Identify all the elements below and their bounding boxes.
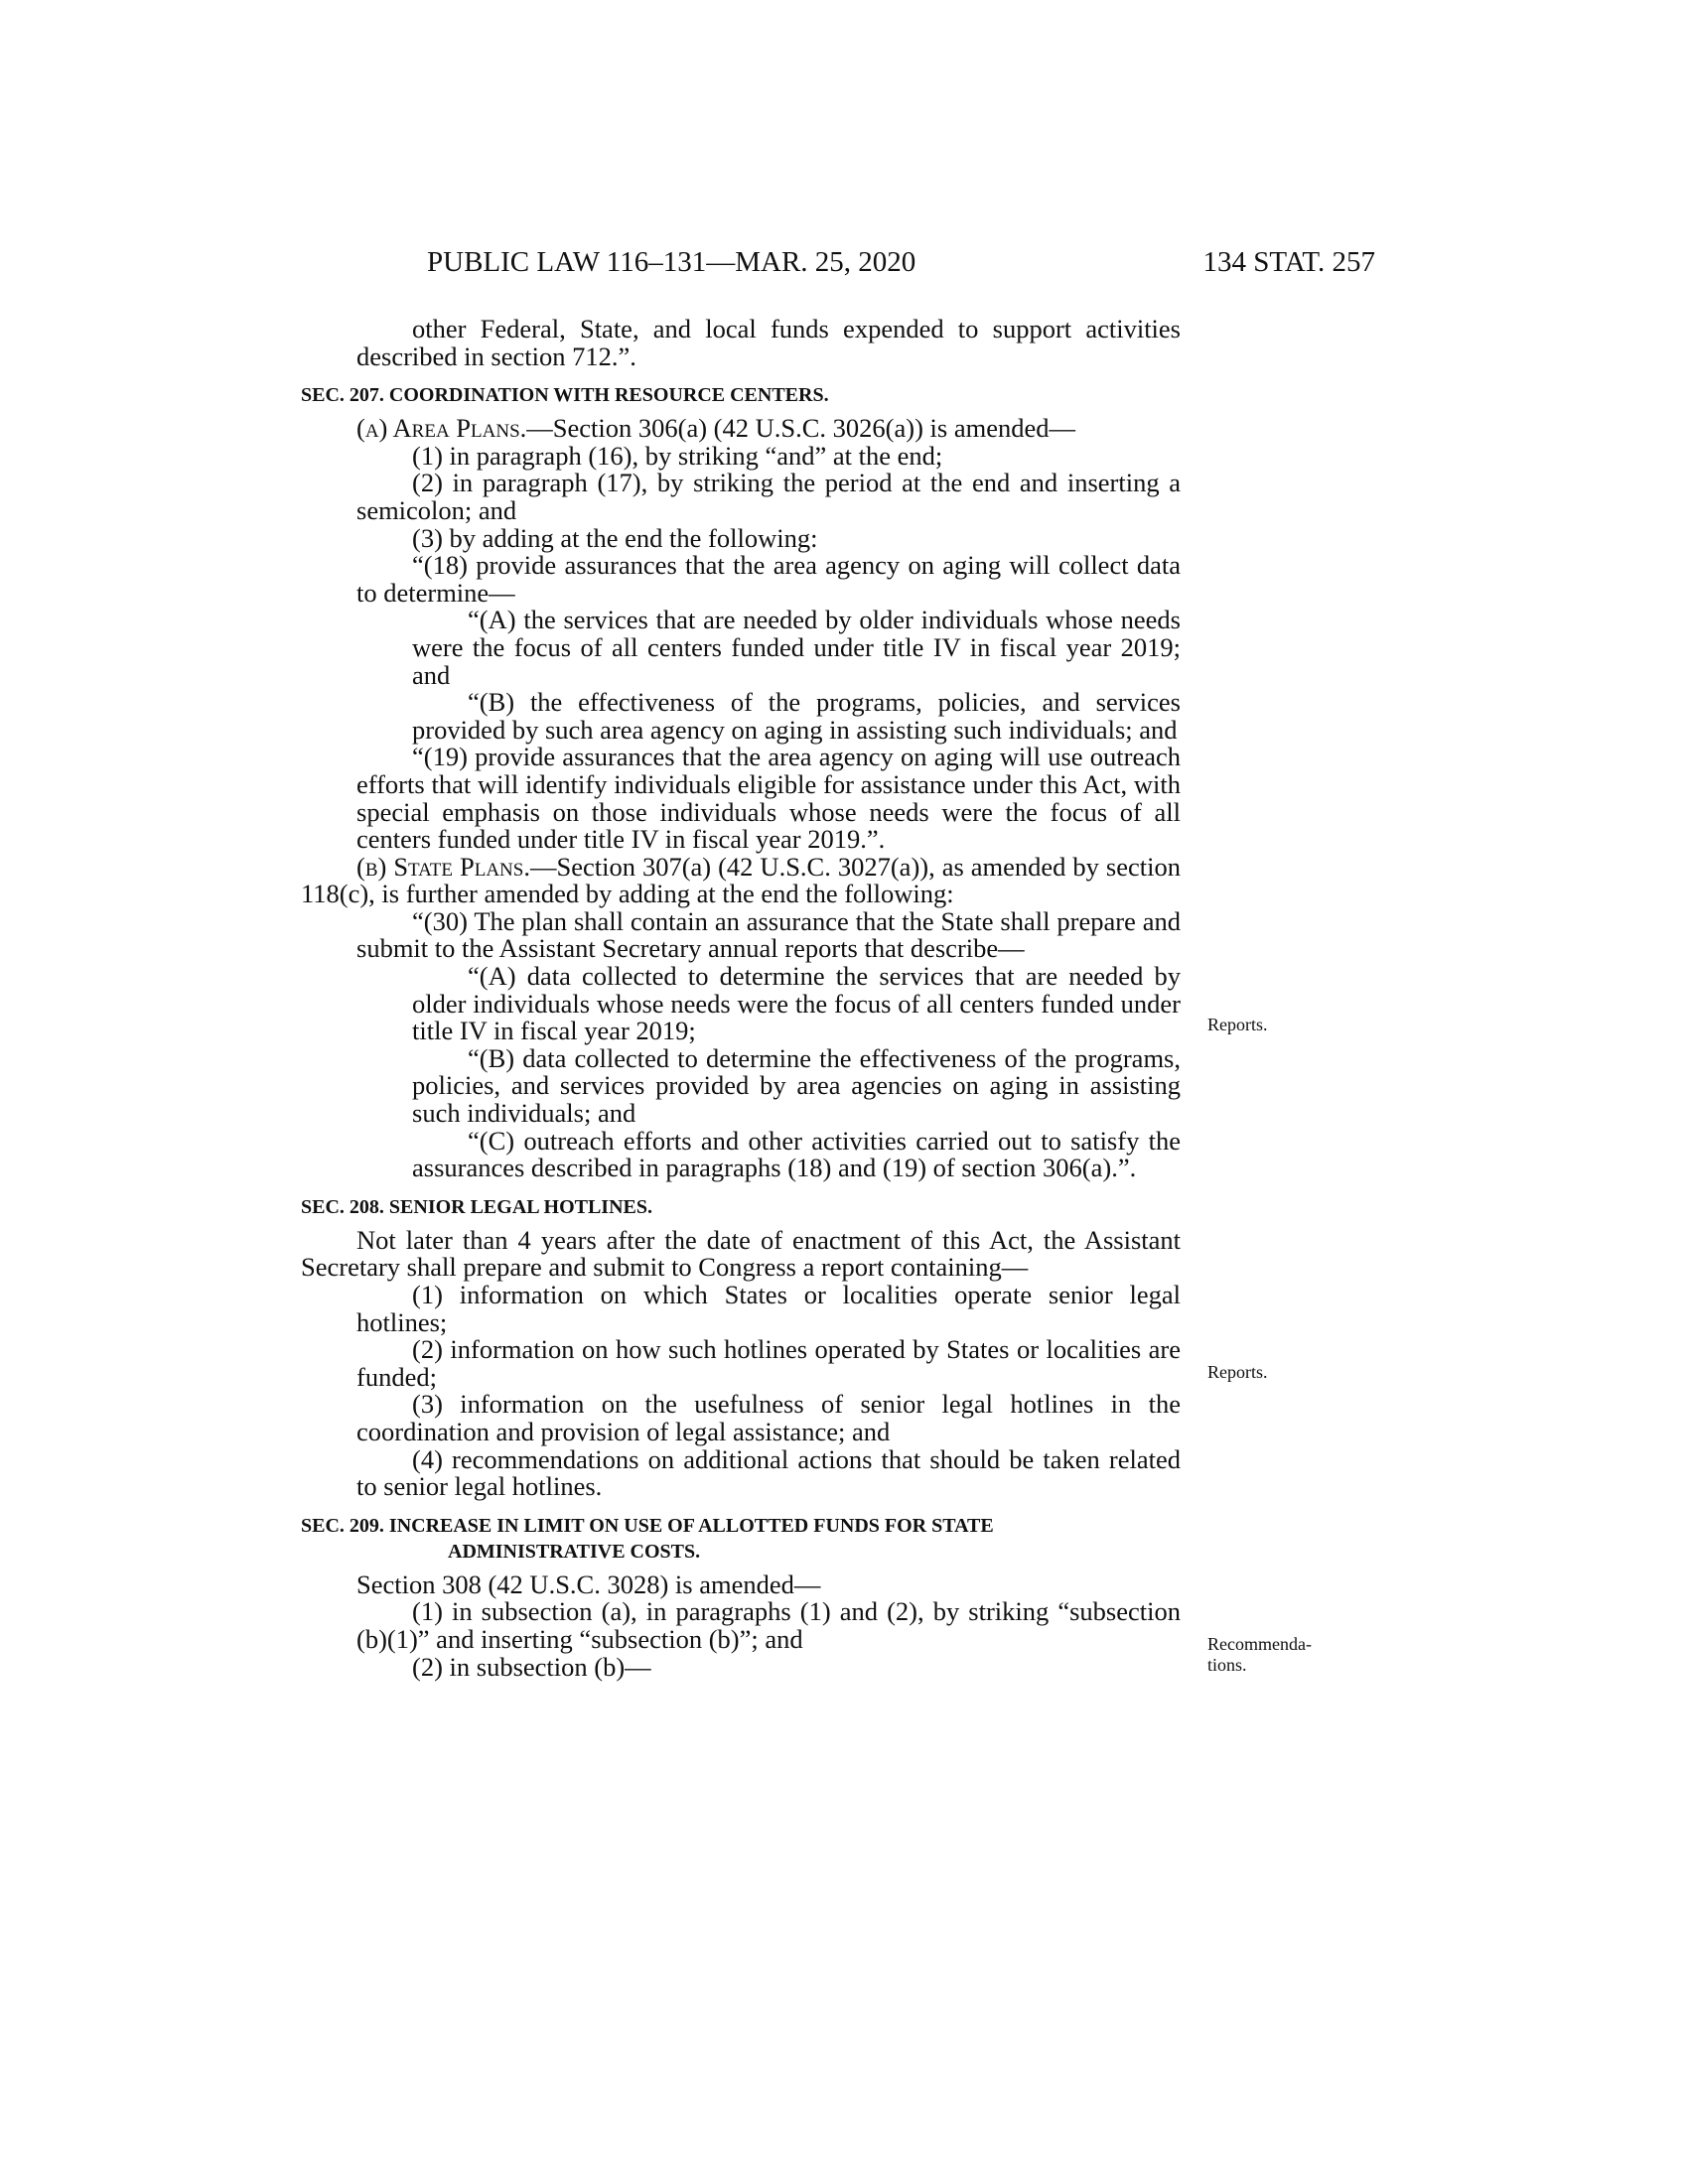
section-209-heading-line2: ADMINISTRATIVE COSTS. <box>448 1540 701 1563</box>
subsection-a <box>301 415 1181 443</box>
margin-note-recommendations-line2: tions. <box>1207 1655 1247 1675</box>
section-208-heading: SEC. 208. SENIOR LEGAL HOTLINES. <box>301 1195 652 1218</box>
subsection-a-lead: —Section 306(a) (42 U.S.C. 3026(a)) is amended— <box>526 413 1075 444</box>
section-208-item-3: (3) information on the usefulness of senior legal hotlines in the coordination and provision of legal assistance; and <box>356 1389 1181 1446</box>
section-208-item-1: (1) information on which States or localities operate senior legal hotlines; <box>356 1280 1181 1337</box>
paragraph-a1: (1) in paragraph (16), by striking “and” at the end; <box>412 440 943 471</box>
paragraph-19: “(19) provide assurances that the area agency on aging will use outreach efforts that will identify individuals eligible for assistance under this Act, with special emphasis on those individuals whose needs were the focus of all centers funded under title IV in fiscal year 2019.”. <box>356 742 1181 855</box>
paragraph-30-B: “(B) data collected to determine the effectiveness of the programs, policies, and services provided by area agencies on aging in assisting such individuals; and <box>412 1042 1181 1129</box>
paragraph-continuation: other Federal, State, and local funds expended to support activities described in section 712.”. <box>356 314 1181 371</box>
paragraph-a2: (2) in paragraph (17), by striking the period at the end and inserting a semicolon; and <box>356 468 1181 525</box>
margin-note-recommendations <box>1207 1634 1312 1676</box>
section-207-heading: SEC. 207. COORDINATION WITH RESOURCE CENTERS. <box>301 384 829 407</box>
paragraph-18-A: “(A) the services that are needed by older individuals whose needs were the focus of all centers funded under title IV in fiscal year 2019; and <box>412 605 1181 690</box>
section-209-heading-line1: SEC. 209. INCREASE IN LIMIT ON USE OF ALLOTTED FUNDS FOR STATE <box>301 1514 994 1537</box>
law-citation: PUBLIC LAW 116–131—MAR. 25, 2020 <box>427 246 916 278</box>
margin-note-recommendations-line1: Recommenda- <box>1207 1634 1312 1654</box>
section-209-lead: Section 308 (42 U.S.C. 3028) is amended— <box>356 1569 821 1599</box>
running-header <box>427 242 1375 282</box>
paragraph-18-B: “(B) the effectiveness of the programs, policies, and services provided by such area agency on aging in assisting such individuals; and <box>412 687 1181 745</box>
margin-note-reports: Reports. <box>1207 1015 1268 1034</box>
paragraph-30: “(30) The plan shall contain an assurance that the State shall prepare and submit to the Assistant Secretary annual reports that describe— <box>356 905 1181 964</box>
section-208-lead: Not later than 4 years after the date of enactment of this Act, the Assistant Secretary shall prepare and submit to Congress a report containing— <box>301 1224 1181 1283</box>
section-209-item-2: (2) in subsection (b)— <box>412 1651 651 1682</box>
paragraph-a3: (3) by adding at the end the following: <box>412 522 818 553</box>
statute-page-number: 134 STAT. 257 <box>1202 246 1375 278</box>
margin-note-reports-2: Reports. <box>1207 1362 1268 1382</box>
subsection-b <box>301 851 1181 909</box>
subsection-b-lead: —Section 307(a) (42 U.S.C. 3027(a)), as amended by section 118(c), is further amended by adding at the end the following: <box>301 851 1181 909</box>
section-209-heading <box>301 1513 1181 1565</box>
paragraph-18: “(18) provide assurances that the area agency on aging will collect data to determine— <box>356 550 1181 608</box>
subsection-b-heading: (b) State Plans. <box>356 851 530 882</box>
section-208-item-2: (2) information on how such hotlines operated by States or localities are funded; <box>356 1334 1181 1392</box>
document-body <box>301 316 1181 1681</box>
section-209-item-1: (1) in subsection (a), in paragraphs (1) and (2), by striking “subsection (b)(1)” and inserting “subsection (b)”; and <box>356 1596 1181 1654</box>
paragraph-30-A: “(A) data collected to determine the services that are needed by older individuals whose needs were the focus of all centers funded under title IV in fiscal year 2019; <box>412 961 1181 1046</box>
paragraph-30-C: “(C) outreach efforts and other activities carried out to satisfy the assurances described in paragraphs (18) and (19) of section 306(a).”. <box>412 1125 1181 1183</box>
subsection-a-heading: (a) Area Plans. <box>356 413 527 444</box>
section-208-item-4: (4) recommendations on additional actions that should be taken related to senior legal hotlines. <box>356 1443 1181 1502</box>
